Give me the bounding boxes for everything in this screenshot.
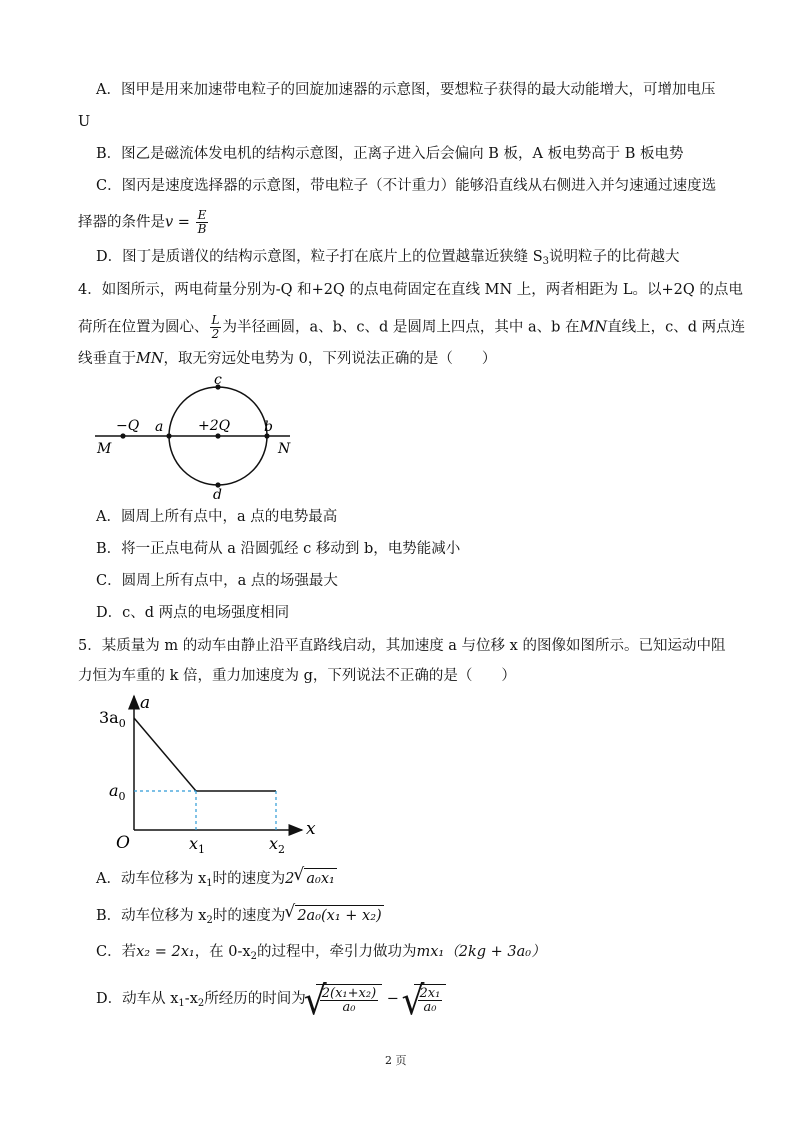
charge-positive-2q [215, 433, 220, 438]
q3-option-c-line2 [78, 209, 209, 236]
tick-x1: $x_1$ [189, 834, 206, 855]
q5-stem-line1: 5．某质量为 m 的动车由静止沿平直路线启动，其加速度 a 与位移 x 的图像如图所示。已知运动中阻 [78, 638, 726, 654]
fraction-denominator: 2 [211, 327, 220, 341]
q5-option-a [96, 868, 337, 894]
label-b: b [264, 419, 273, 435]
subscript: 2 [197, 998, 205, 1009]
q4-option-a: A．圆周上所有点中，a 点的电势最高 [96, 509, 338, 525]
tick-a0: $a_0$ [109, 781, 126, 803]
q3-option-b: B．图乙是磁流体发电机的结构示意图，正离子进入后会偏向 B 板，A 板电势高于 B 板电势 [96, 146, 684, 162]
work-parenthetical: （2kg + 3a₀） [444, 944, 546, 960]
q3-option-d-text-end: 说明粒子的比荷越大 [549, 249, 680, 265]
fraction-denominator: B [197, 222, 207, 236]
q4-stem-line2 [78, 314, 745, 341]
sqrt-expression [294, 868, 336, 889]
fraction-numerator: L [211, 313, 220, 327]
work-expression: mx₁ [416, 944, 445, 960]
q5-c-text: ，在 0-x [194, 944, 251, 960]
q5-d-text: 所经历的时间为 [204, 991, 306, 1007]
equals-sign: = [173, 214, 195, 231]
q5-d-text: -x [184, 991, 198, 1007]
q4-text: 直线上，c、d 两点连 [607, 319, 746, 336]
fraction-numerator: E [196, 209, 209, 223]
q5-option-c [96, 942, 546, 967]
coefficient: 2 [285, 871, 295, 887]
radicand: a₀x₁ [304, 868, 336, 889]
condition-expression: x₂ = 2x₁ [136, 944, 195, 960]
axis-label-a: a [140, 693, 151, 713]
page-number: 2 页 [385, 1054, 407, 1067]
subscript: 3 [542, 256, 550, 267]
axis-label-x: x [306, 819, 316, 839]
q3-option-d [96, 247, 680, 272]
tick-3a0: $3a_0$ [99, 708, 126, 730]
q3-option-c-text: 择器的条件是 [78, 214, 165, 231]
q5-stem-line2: 力恒为车重的 k 倍，重力加速度为 g，下列说法不正确的是（ ） [78, 668, 516, 684]
subscript: 1 [178, 998, 185, 1009]
q4-option-b: B．将一正点电荷从 a 沿圆弧经 c 移动到 b，电势能减小 [96, 541, 461, 557]
q5-option-b [96, 905, 384, 931]
q4-text: 线垂直于 [78, 351, 136, 367]
subscript: 2 [206, 915, 213, 926]
velocity-symbol: v [165, 214, 174, 231]
fraction [320, 987, 378, 1014]
q5-b-text: B．动车位移为 x [96, 908, 207, 924]
q5-c-text: C．若 [96, 944, 137, 960]
mn-symbol: MN [136, 351, 164, 367]
q4-stem-line3 [78, 349, 496, 369]
origin-label: O [116, 833, 130, 853]
l-over-2-fraction [210, 314, 222, 341]
charge-negative-q [120, 433, 125, 438]
q3-option-a-line1: A．图甲是用来加速带电粒子的回旋加速器的示意图，要想粒子获得的最大动能增大，可增加电压 [96, 82, 716, 98]
q4-circle-diagram [90, 375, 310, 505]
fraction-denominator: a₀ [342, 1000, 356, 1015]
q4-text: 为半径画圆，a、b、c、d 是圆周上四点，其中 a、b 在 [222, 319, 580, 336]
q3-option-d-text: D．图丁是质谱仪的结构示意图，粒子打在底片上的位置越靠近狭缝 S [96, 249, 543, 265]
sqrt-expression [285, 905, 383, 926]
q5-d-text: D．动车从 x [96, 991, 179, 1007]
sqrt-fraction-2: √ $\frac{\text{2x₁}}{\text{a₀}}$ [404, 984, 447, 1014]
q4-option-d: D．c、d 两点的电场强度相同 [96, 605, 290, 621]
fraction-denominator: a₀ [423, 1000, 437, 1015]
q3-option-c-line1: C．图丙是速度选择器的示意图，带电粒子（不计重力）能够沿直线从右侧进入并匀速通过速度选 [96, 178, 717, 194]
label-n: N [278, 441, 291, 457]
q4-text: ，取无穷远处电势为 0，下列说法正确的是（ ） [163, 351, 497, 367]
label-pos-2q: +2Q [198, 418, 231, 434]
minus-sign: − [382, 991, 404, 1007]
label-d: d [213, 487, 222, 503]
q5-a-text: A．动车位移为 x [96, 871, 207, 887]
q5-a-x-graph [90, 690, 330, 855]
label-neg-q: −Q [116, 418, 140, 434]
mn-symbol: MN [579, 319, 608, 336]
decreasing-segment [134, 718, 196, 791]
q5-option-d [96, 978, 446, 1024]
q5-c-text: 的过程中，牵引力做功为 [256, 944, 417, 960]
point-a [166, 433, 171, 438]
tick-x2: $x_2$ [269, 834, 286, 855]
subscript: 2 [250, 951, 257, 962]
q4-text: 荷所在位置为圆心、 [78, 319, 209, 336]
label-c: c [214, 375, 222, 388]
label-a: a [155, 419, 164, 435]
subscript: 1 [206, 878, 213, 889]
label-m: M [97, 441, 112, 457]
q5-b-text: 时的速度为 [212, 908, 286, 924]
sqrt-fraction-1: √ $\frac{\text{2(x₁+x₂)}}{\text{a₀}}$ [306, 984, 382, 1014]
q5-a-text: 时的速度为 [212, 871, 286, 887]
fraction-numerator: 2x₁ [419, 986, 441, 1001]
q4-stem-line1: 4．如图所示，两电荷量分别为-Q 和+2Q 的点电荷固定在直线 MN 上，两者相距为 L。以+2Q 的点电 [78, 282, 743, 298]
radicand: 2a₀(x₁ + x₂) [295, 905, 383, 926]
fraction-numerator: 2(x₁+x₂) [321, 986, 377, 1001]
q4-option-c: C．圆周上所有点中，a 点的场强最大 [96, 573, 338, 589]
e-over-b-fraction [196, 209, 209, 236]
q3-option-a-line2: U [78, 114, 91, 130]
